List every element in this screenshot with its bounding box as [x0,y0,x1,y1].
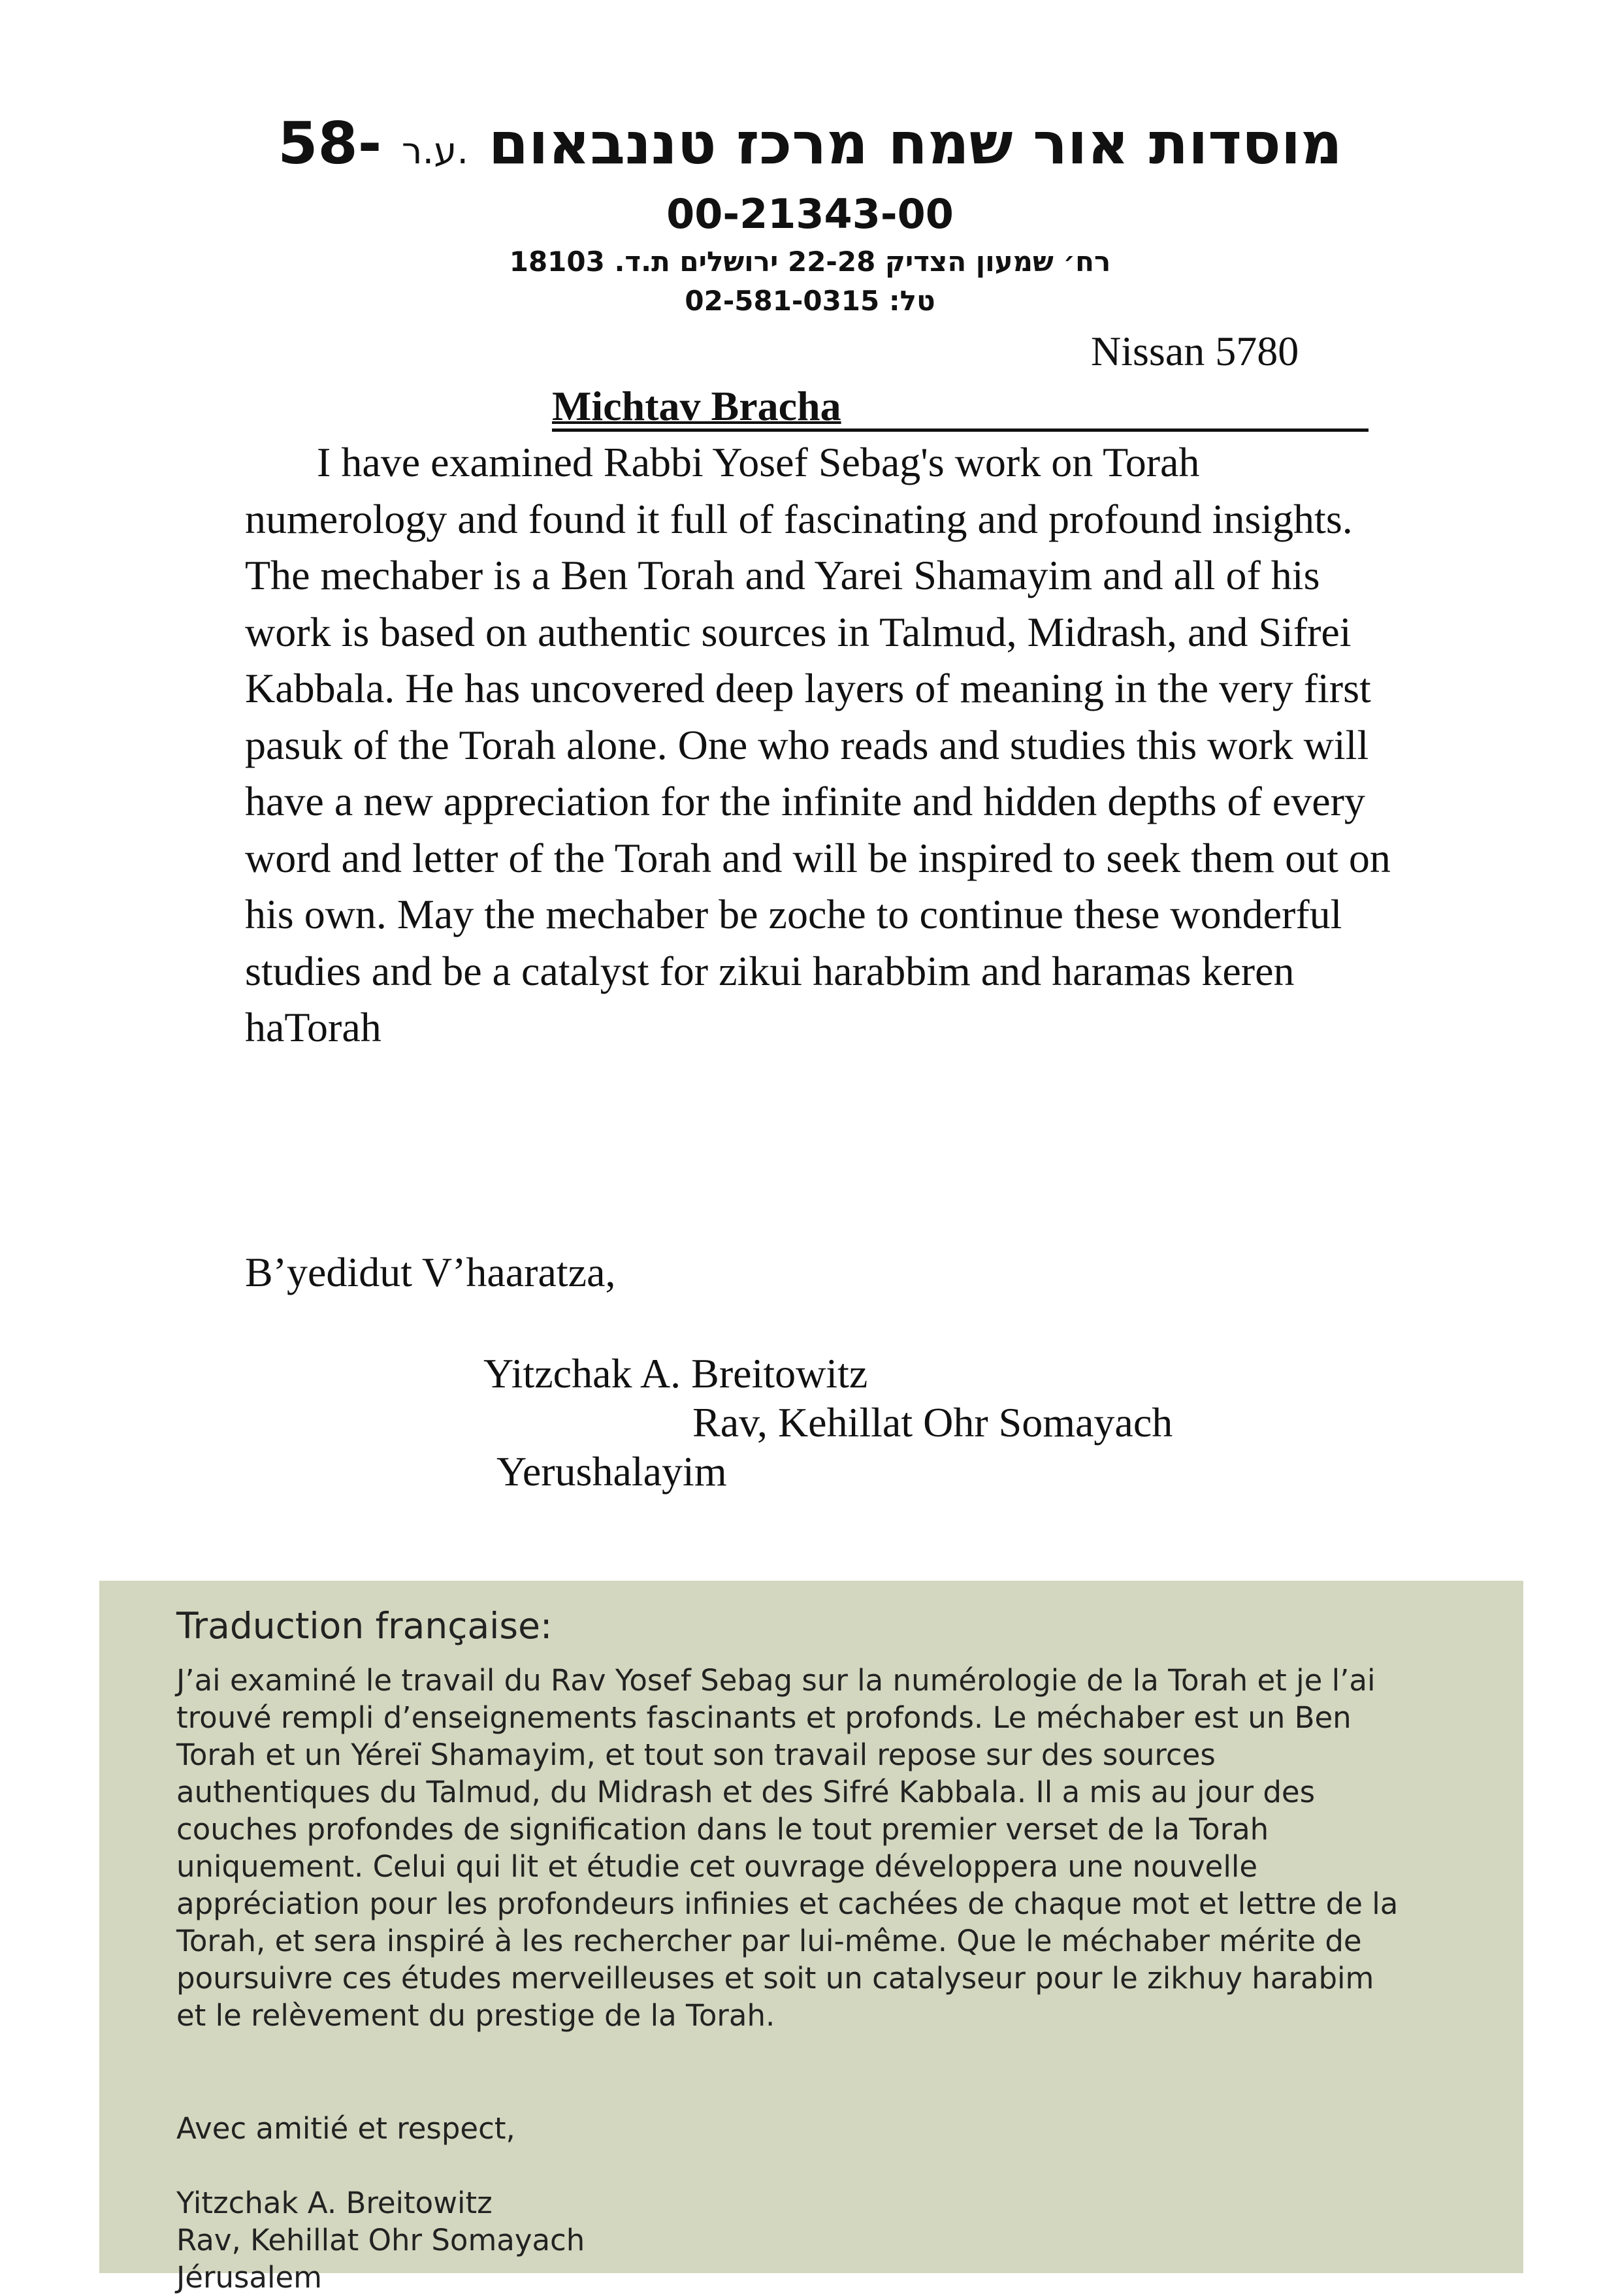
translation-signer-title: Rav, Kehillat Ohr Somayach [176,2223,585,2257]
signer-name: Yitzchak A. Breitowitz [483,1350,868,1397]
translation-line: authentiques du Talmud, du Midrash et des Sifré Kabbala. Il a mis au jour des [176,1775,1316,1809]
translation-line: Torah et un Yéreï Shamayim, et tout son travail repose sur des sources [176,1738,1216,1772]
translation-line: et le relèvement du prestige de la Torah. [176,1998,775,2033]
translation-line: appréciation pour les profondeurs infinies et cachées de chaque mot et lettre de la [176,1886,1399,1921]
letterhead-title [0,108,1620,187]
registration-number: 00-21343-00 [666,190,954,238]
translation-signature [176,2184,585,2296]
translation-closing: Avec amitié et respect, [176,2111,515,2146]
letter-closing: B’yedidut V’haaratza, [245,1249,616,1295]
signer-title: Rav, Kehillat Ohr Somayach [692,1399,1173,1446]
translation-line: Torah, et sera inspiré à les rechercher par lui-même. Que le méchaber mérite de [176,1924,1362,1958]
organization-address: רח׳ שמעון הצדיק 22-28 ירושלים ת.ד. 18103 [509,246,1111,278]
signer-city: Yerushalayim [496,1448,727,1495]
letter-heading: Michtav Bracha [552,383,841,429]
translation-signer-name: Yitzchak A. Breitowitz [176,2186,493,2220]
letter-heading-rule [552,381,1369,432]
translation-line: trouvé rempli d’enseignements fascinants et profonds. Le méchaber est un Ben [176,1700,1352,1735]
translation-line: J’ai examiné le travail du Rav Yosef Sebag sur la numérologie de la Torah et je l’ai [176,1663,1376,1698]
translation-heading: Traduction française: [176,1605,553,1647]
translation-line: couches profondes de signification dans le tout premier verset de la Torah [176,1812,1269,1847]
letter-body: I have examined Rabbi Yosef Sebag's work on Torah numerology and found it full of fascinating and profound insights. The mechaber is a Ben Torah and Yarei Shamayim and all of his work is based on authentic sources in Talmud, Midrash, and Sifrei Kabbala. He has uncovered deep layers of meaning in the very first pasuk of the Torah alone. One who reads and studies this work will have a new appreciation for the infinite and hidden depths of every word and letter of the Torah and will be inspired to seek them out on his own. May the mechaber be zoche to continue these wonderful studies and be a catalyst for zikui harabbim and haramas keren haTorah [245,439,1391,1050]
registration-label: ע.ר. [401,130,469,172]
organization-phone: טל: 02-581-0315 [685,285,935,317]
translation-body [176,1662,1509,2034]
translation-signer-city: Jérusalem [176,2260,323,2295]
registration-prefix: 58- [278,110,382,177]
organization-name: מוסדות אור שמח מרכז טננבאום [488,110,1342,177]
letter-date: Nissan 5780 [1091,328,1299,374]
translation-line: poursuivre ces études merveilleuses et soit un catalyseur pour le zikhuy harabim [176,1961,1374,1996]
translation-line: uniquement. Celui qui lit et étudie cet ouvrage développera une nouvelle [176,1849,1258,1884]
